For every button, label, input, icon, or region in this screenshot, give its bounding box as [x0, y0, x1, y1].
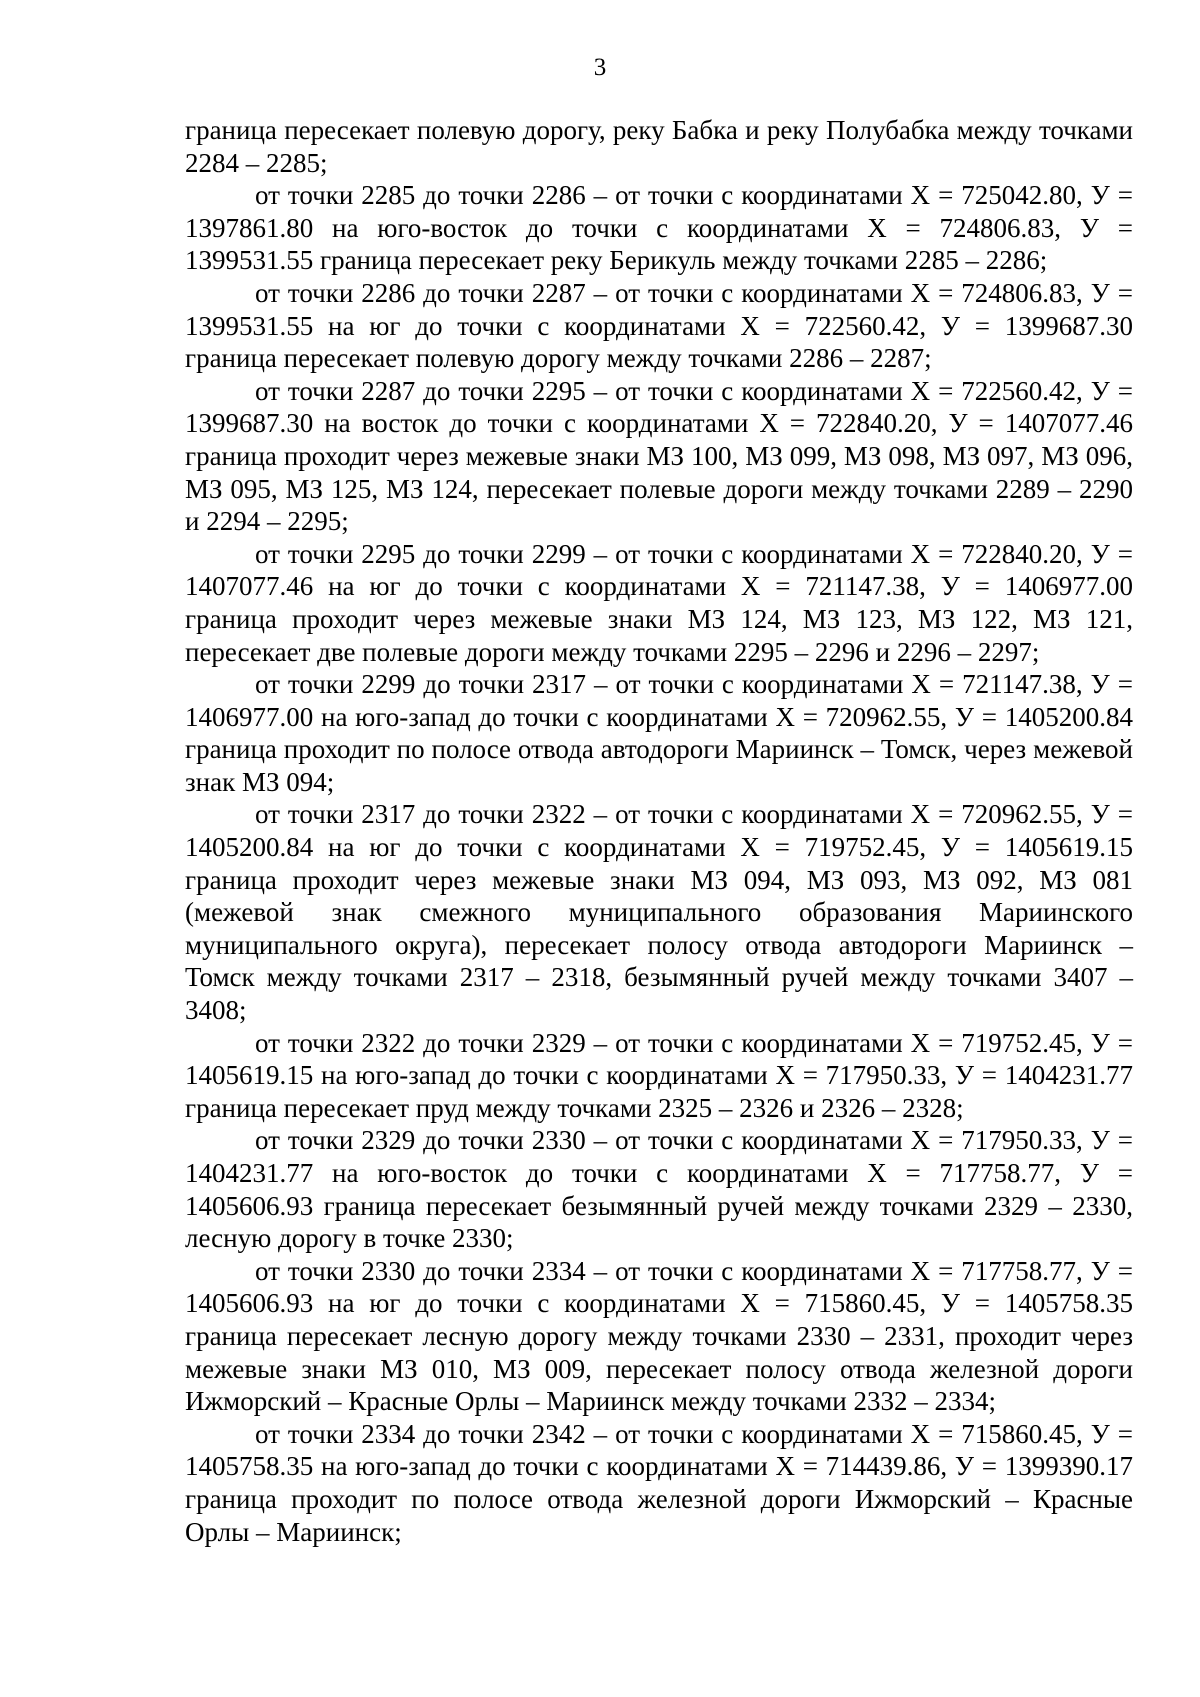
paragraph-segment-2317-2322: от точки 2317 до точки 2322 – от точки с координатами Х = 720962.55, У = 1405200.84 на юг до точки с координатами Х = 719752.45, У = 1405619.15 граница проходит через межевые знаки МЗ 094, МЗ 093, МЗ 092, МЗ 081 (межевой знак смежного муниципального образования Мариинского муниципального округа), пересекает полосу отвода автодороги Мариинск – Томск между точками 2317 – 2318, безымянный ручей между точками 3407 – 3408;: [185, 799, 1133, 1026]
paragraph-continuation: граница пересекает полевую дорогу, реку Бабка и реку Полубабка между точками 2284 – 2285;: [185, 115, 1133, 178]
paragraph-segment-2299-2317: от точки 2299 до точки 2317 – от точки с координатами Х = 721147.38, У = 1406977.00 на юго-запад до точки с координатами Х = 720962.55, У = 1405200.84 граница проходит по полосе отвода автодороги Мариинск – Томск, через межевой знак МЗ 094;: [185, 669, 1133, 797]
paragraph-segment-2334-2342: от точки 2334 до точки 2342 – от точки с координатами Х = 715860.45, У = 1405758.35 на юго-запад до точки с координатами Х = 714439.86, У = 1399390.17 граница проходит по полосе отвода железной дороги Ижморский – Красные Орлы – Мариинск;: [185, 1418, 1133, 1547]
document-body: [185, 114, 1133, 1548]
paragraph-segment-2322-2329: от точки 2322 до точки 2329 – от точки с координатами Х = 719752.45, У = 1405619.15 на юго-запад до точки с координатами Х = 717950.33, У = 1404231.77 граница пересекает пруд между точками 2325 – 2326 и 2326 – 2328;: [185, 1027, 1133, 1123]
paragraph-segment-2329-2330: от точки 2329 до точки 2330 – от точки с координатами Х = 717950.33, У = 1404231.77 на юго-восток до точки с координатами Х = 717758.77, У = 1405606.93 граница пересекает безымянный ручей между точками 2329 – 2330, лесную дорогу в точке 2330;: [185, 1125, 1133, 1254]
paragraph-segment-2330-2334: от точки 2330 до точки 2334 – от точки с координатами Х = 717758.77, У = 1405606.93 на юг до точки с координатами Х = 715860.45, У = 1405758.35 граница пересекает лесную дорогу между точками 2330 – 2331, проходит через межевые знаки МЗ 010, МЗ 009, пересекает полосу отвода железной дороги Ижморский – Красные Орлы – Мариинск между точками 2332 – 2334;: [185, 1255, 1133, 1417]
paragraph-segment-2286-2287: от точки 2286 до точки 2287 – от точки с координатами Х = 724806.83, У = 1399531.55 на юг до точки с координатами Х = 722560.42, У = 1399687.30 граница пересекает полевую дорогу между точками 2286 – 2287;: [185, 277, 1133, 374]
paragraph-segment-2287-2295: от точки 2287 до точки 2295 – от точки с координатами Х = 722560.42, У = 1399687.30 на восток до точки с координатами Х = 722840.20, У = 1407077.46 граница проходит через межевые знаки МЗ 100, МЗ 099, МЗ 098, МЗ 097, МЗ 096, МЗ 095, МЗ 125, МЗ 124, пересекает полевые дороги между точками 2289 – 2290 и 2294 – 2295;: [185, 375, 1133, 537]
paragraph-segment-2285-2286: от точки 2285 до точки 2286 – от точки с координатами Х = 725042.80, У = 1397861.80 на юго-восток до точки с координатами Х = 724806.83, У = 1399531.55 граница пересекает реку Берикуль между точками 2285 – 2286;: [185, 180, 1133, 276]
page-number: 3: [593, 54, 607, 81]
paragraph-segment-2295-2299: от точки 2295 до точки 2299 – от точки с координатами Х = 722840.20, У = 1407077.46 на юг до точки с координатами Х = 721147.38, У = 1406977.00 граница проходит через межевые знаки МЗ 124, МЗ 123, МЗ 122, МЗ 121, пересекает две полевые дороги между точками 2295 – 2296 и 2296 – 2297;: [185, 538, 1133, 667]
